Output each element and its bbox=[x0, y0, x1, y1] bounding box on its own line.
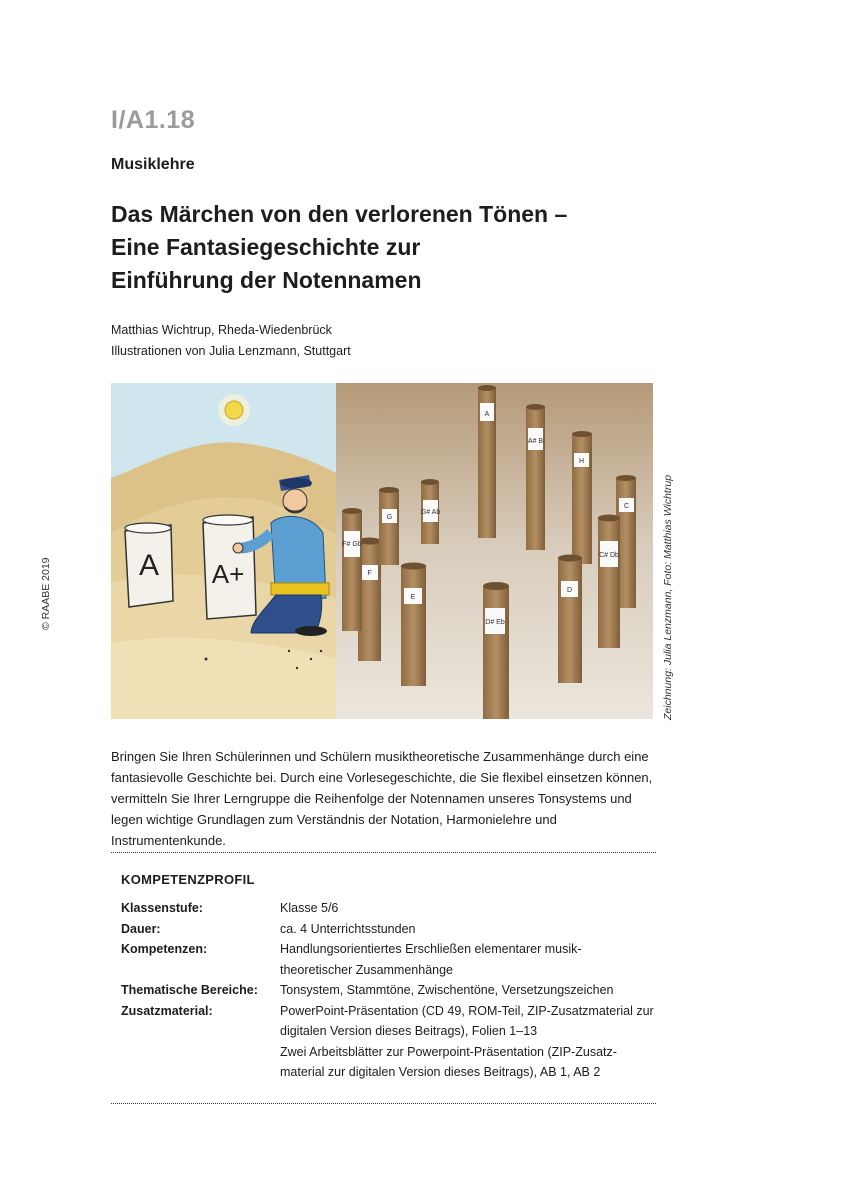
tube-a-sharp bbox=[526, 404, 545, 550]
tube-label: F# Gb bbox=[342, 541, 362, 548]
profile-value-line: Zwei Arbeitsblätter zur Powerpoint-Präsentation (ZIP-Zusatz- bbox=[280, 1044, 617, 1059]
subject-label: Musiklehre bbox=[111, 156, 195, 173]
title-line: Einführung der Notennamen bbox=[111, 267, 422, 293]
profile-value-line: material zur digitalen Version dieses Beitrags), AB 1, AB 2 bbox=[280, 1065, 601, 1079]
illustration-image bbox=[111, 383, 336, 719]
tube-label: A bbox=[484, 411, 490, 418]
author: Matthias Wichtrup, Rheda-Wiedenbrück bbox=[111, 323, 332, 337]
profile-label: Klassenstufe: bbox=[121, 901, 203, 915]
tube-d-sharp bbox=[483, 582, 509, 719]
profile-heading: KOMPETENZPROFIL bbox=[121, 872, 255, 887]
stone-left-text: A bbox=[138, 549, 160, 582]
sun-icon bbox=[218, 394, 250, 426]
image-credit: Zeichnung: Julia Lenzmann, Foto: Matthias Wichtrup bbox=[662, 474, 674, 720]
tube-label: G# Ab bbox=[420, 509, 441, 516]
tube-e bbox=[401, 563, 426, 687]
stone-a-plus bbox=[203, 515, 256, 619]
profile-value-line: Tonsystem, Stammtöne, Zwischentöne, Versetzungszeichen bbox=[280, 983, 614, 997]
author-block bbox=[111, 320, 351, 362]
profile-value-line: Klasse 5/6 bbox=[280, 901, 339, 915]
tube-label: C# Db bbox=[599, 552, 619, 559]
profile-value-line: Handlungsorientiertes Erschließen elementarer musik- bbox=[280, 942, 582, 956]
tube-f-sharp bbox=[342, 508, 362, 631]
tube-label: F bbox=[367, 570, 372, 577]
divider-top bbox=[111, 852, 656, 853]
tube-c-sharp bbox=[598, 515, 620, 649]
tube-d bbox=[558, 555, 582, 684]
photo-image bbox=[336, 383, 653, 719]
profile-label: Kompetenzen: bbox=[121, 942, 208, 956]
tube-h bbox=[572, 431, 592, 564]
title-line: Eine Fantasiegeschichte zur bbox=[111, 234, 421, 260]
profile-value bbox=[280, 980, 660, 1001]
tube-g-sharp bbox=[421, 479, 441, 544]
title-line: Das Märchen von den verlorenen Tönen – bbox=[111, 201, 568, 227]
tube-label: E bbox=[410, 594, 416, 601]
tube-label: G bbox=[386, 514, 393, 521]
profile-value-line: digitalen Version dieses Beitrags), Folien 1–13 bbox=[280, 1024, 538, 1038]
tube-label: C bbox=[623, 503, 630, 510]
profile-value-line: PowerPoint-Präsentation (CD 49, ROM-Teil, ZIP-Zusatzmaterial zur bbox=[280, 1003, 654, 1018]
profile-value bbox=[280, 898, 660, 919]
profile-value-line: theoretischer Zusammenhänge bbox=[280, 962, 454, 977]
stone-right-text: A+ bbox=[211, 559, 245, 589]
tube-g bbox=[379, 487, 399, 565]
page-title bbox=[111, 198, 567, 297]
tube-label: H bbox=[578, 458, 585, 465]
profile-label: Zusatzmaterial: bbox=[121, 1003, 213, 1018]
profile-value-line: ca. 4 Unterrichtsstunden bbox=[280, 921, 416, 936]
illustrator: Illustrationen von Julia Lenzmann, Stuttgart bbox=[111, 344, 351, 358]
profile-label: Thematische Bereiche: bbox=[121, 983, 258, 997]
profile-label: Dauer: bbox=[121, 921, 161, 936]
intro-paragraph: Bringen Sie Ihren Schülerinnen und Schülern musiktheoretische Zusammenhänge durch eine fantasievolle Geschichte bei. Durch eine Vorlesegeschichte, die Sie flexibel einsetzen können, vermitteln Sie Ihrer Lerngruppe die Reihenfolge der Notennamen unseres Tonsystems und legen wichtige Grundlagen zum Verständnis der Notation, Harmonielehre und Instrumentenkunde. bbox=[111, 749, 653, 848]
tube-label: D# Eb bbox=[485, 619, 505, 626]
tube-label: D bbox=[566, 587, 573, 594]
profile-value bbox=[280, 939, 660, 980]
stone-a bbox=[125, 523, 173, 607]
profile-value bbox=[280, 919, 660, 940]
tube-a bbox=[478, 385, 496, 538]
article-code: I/A1.18 bbox=[111, 106, 196, 134]
tube-label: A# B bbox=[527, 438, 544, 445]
divider-bottom bbox=[111, 1103, 656, 1104]
profile-value bbox=[280, 1001, 660, 1083]
copyright-note: © RAABE 2019 bbox=[40, 557, 52, 630]
